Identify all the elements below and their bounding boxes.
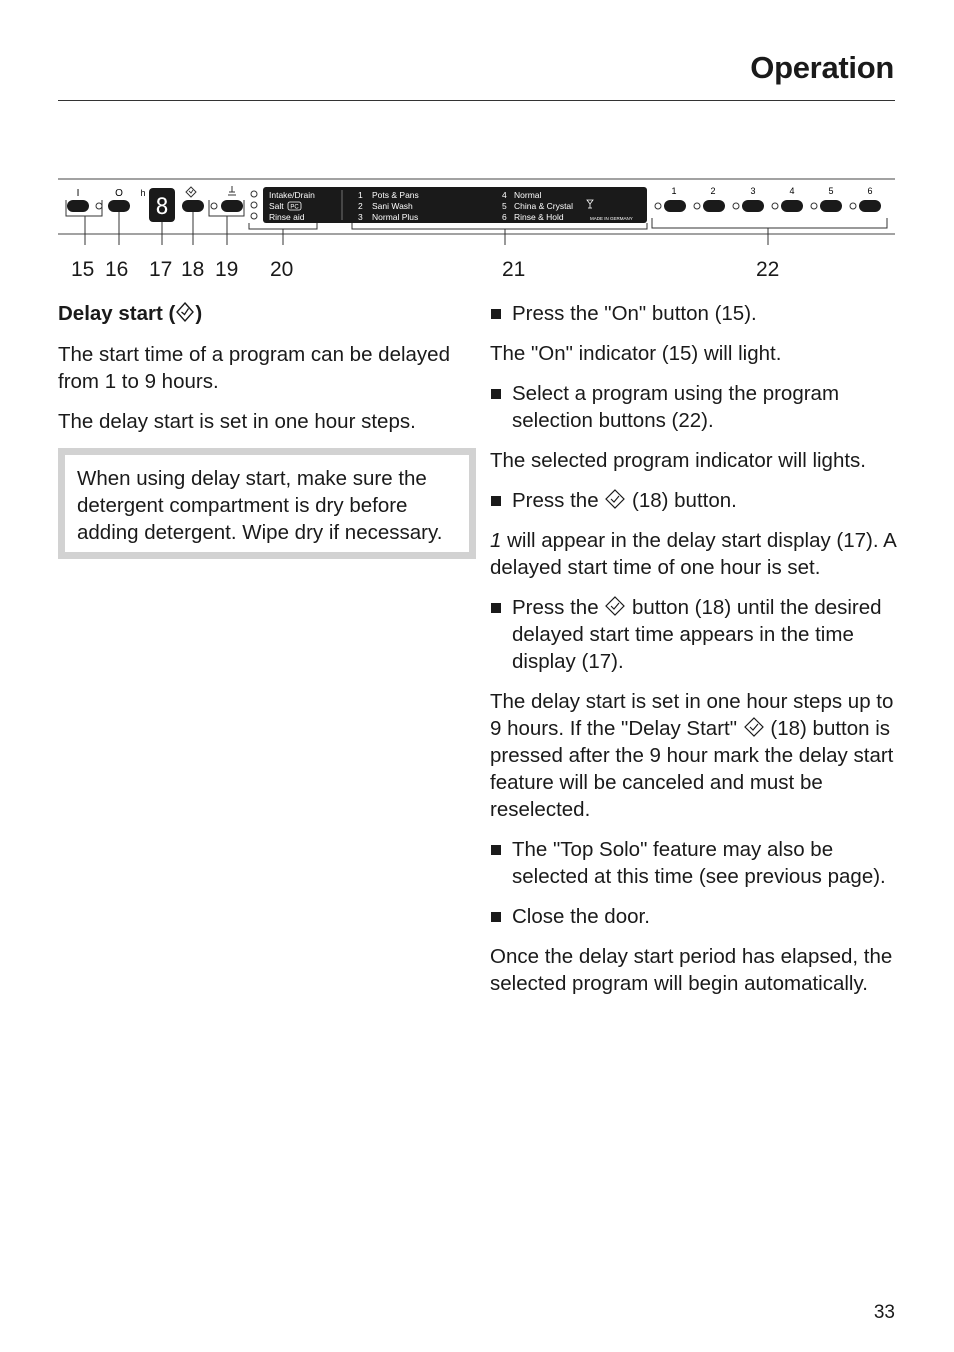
program-2-light	[694, 203, 700, 209]
program-label-1: Pots & Pans	[372, 190, 419, 200]
callout-15: 15	[71, 258, 95, 281]
display-digit: 1	[490, 529, 502, 552]
salt-label: Salt	[269, 201, 284, 211]
program-button-num-2: 2	[710, 186, 716, 196]
delay-limit-text	[490, 688, 900, 823]
bullet-square	[491, 496, 501, 506]
salt-light	[251, 202, 257, 208]
bullet-square	[491, 389, 501, 399]
display-one-text	[490, 527, 900, 581]
program-button-num-3: 3	[750, 186, 756, 196]
note-box	[58, 448, 476, 559]
program-button-num-1: 1	[671, 186, 677, 196]
on-indicator-text: The "On" indicator (15) will light.	[490, 342, 782, 365]
rinse-aid-light	[251, 213, 257, 219]
delay-start-icon	[175, 301, 195, 323]
delay-display-digit: 8	[155, 195, 169, 220]
step-text: The "Top Solo" feature may also be selected at this time (see previous page).	[512, 838, 886, 888]
step-text-pre: Press the	[512, 489, 605, 512]
off-button	[108, 200, 130, 212]
program-num-1: 1	[358, 190, 363, 200]
delay-start-icon	[604, 595, 626, 617]
top-solo-indicator	[211, 203, 217, 209]
program-button-bracket	[652, 218, 887, 228]
program-label-3: Normal Plus	[372, 212, 419, 222]
rinse-aid-label: Rinse aid	[269, 212, 305, 222]
program-1-light	[655, 203, 661, 209]
step-press-on	[490, 300, 900, 327]
program-num-4: 4	[502, 190, 507, 200]
step-text-post: button (18) until the desired delayed start time appears in the time display (17).	[512, 596, 882, 673]
step-press-delay	[490, 487, 900, 514]
top-solo-button	[221, 200, 243, 212]
program-5-light	[811, 203, 817, 209]
bullet-square	[491, 912, 501, 922]
step-top-solo	[490, 836, 900, 890]
callout-22: 22	[756, 258, 780, 281]
step-text: Select a program using the program selection buttons (22).	[512, 382, 840, 432]
delay-steps-text: The delay start is set in one hour steps.	[58, 410, 416, 433]
step-text-post: (18) button.	[626, 489, 737, 512]
salt-icon-label: PC	[290, 204, 299, 211]
callout-18: 18	[181, 258, 205, 281]
program-label-bracket	[352, 223, 647, 229]
on-mark: I	[76, 188, 80, 199]
program-label-4: Normal	[514, 190, 542, 200]
section-heading	[58, 300, 468, 328]
program-4-button	[781, 200, 803, 212]
program-indicator-text: The selected program indicator will lights.	[490, 449, 866, 472]
delay-limit-pre: The delay start is set in one hour steps up to 9 hours. If the "Delay Start"	[490, 690, 894, 740]
off-mark: O	[115, 188, 123, 199]
delay-start-icon	[186, 187, 196, 197]
callout-17: 17	[149, 258, 173, 281]
program-2-button	[703, 200, 725, 212]
program-6-button	[859, 200, 881, 212]
program-label-2: Sani Wash	[372, 201, 413, 211]
program-1-button	[664, 200, 686, 212]
delay-limit-post: (18) button is pressed after the 9 hour mark the delay start feature will be canceled and must be reselected.	[490, 717, 894, 821]
page-title: Operation	[750, 50, 894, 85]
delay-start-button	[182, 200, 204, 212]
display-one-rest: will appear in the delay start display (17). A delayed start time of one hour is set.	[490, 529, 896, 579]
note-text: When using delay start, make sure the detergent compartment is dry before adding detergent. Wipe dry if necessary.	[77, 467, 443, 544]
callout-20: 20	[270, 258, 294, 281]
step-text: Close the door.	[512, 905, 650, 928]
indicator-bracket	[249, 223, 317, 229]
delay-start-icon	[604, 488, 626, 510]
program-num-3: 3	[358, 212, 363, 222]
intake-drain-light	[251, 191, 257, 197]
control-panel-svg	[58, 170, 895, 245]
callout-21: 21	[502, 258, 526, 281]
program-3-button	[742, 200, 764, 212]
on-indicator	[96, 203, 102, 209]
title-rule	[58, 100, 895, 101]
callout-19: 19	[215, 258, 239, 281]
callout-numbers	[0, 258, 954, 288]
left-column	[58, 300, 468, 559]
page-number: 33	[873, 1302, 895, 1323]
program-button-num-5: 5	[828, 186, 834, 196]
program-6-light	[850, 203, 856, 209]
program-button-num-4: 4	[789, 186, 795, 196]
hour-mark: h	[140, 188, 146, 198]
callout-16: 16	[105, 258, 129, 281]
right-column	[490, 300, 900, 1010]
step-text: Press the "On" button (15).	[512, 302, 757, 325]
delay-range-text: The start time of a program can be delayed from 1 to 9 hours.	[58, 343, 450, 393]
made-in-label: MADE IN GERMANY	[590, 216, 633, 221]
on-button	[67, 200, 89, 212]
program-num-6: 6	[502, 212, 507, 222]
bullet-square	[491, 309, 501, 319]
program-num-2: 2	[358, 201, 363, 211]
bullet-square	[491, 845, 501, 855]
step-repeat-delay	[490, 594, 900, 675]
step-text-pre: Press the	[512, 596, 605, 619]
program-label-5: China & Crystal	[514, 201, 574, 211]
program-label-6: Rinse & Hold	[514, 212, 564, 222]
control-panel-diagram	[58, 170, 895, 245]
section-heading-text: Delay start (	[58, 302, 176, 325]
step-close-door	[490, 903, 900, 930]
bullet-square	[491, 603, 501, 613]
top-solo-icon	[228, 186, 236, 195]
intake-drain-label: Intake/Drain	[269, 190, 315, 200]
section-heading-close: )	[195, 302, 203, 325]
program-button-num-6: 6	[867, 186, 873, 196]
step-select-program	[490, 380, 900, 434]
program-4-light	[772, 203, 778, 209]
program-num-5: 5	[502, 201, 507, 211]
program-3-light	[733, 203, 739, 209]
delay-start-icon	[743, 716, 765, 738]
auto-start-text: Once the delay start period has elapsed, the selected program will begin automatically.	[490, 945, 893, 995]
program-5-button	[820, 200, 842, 212]
